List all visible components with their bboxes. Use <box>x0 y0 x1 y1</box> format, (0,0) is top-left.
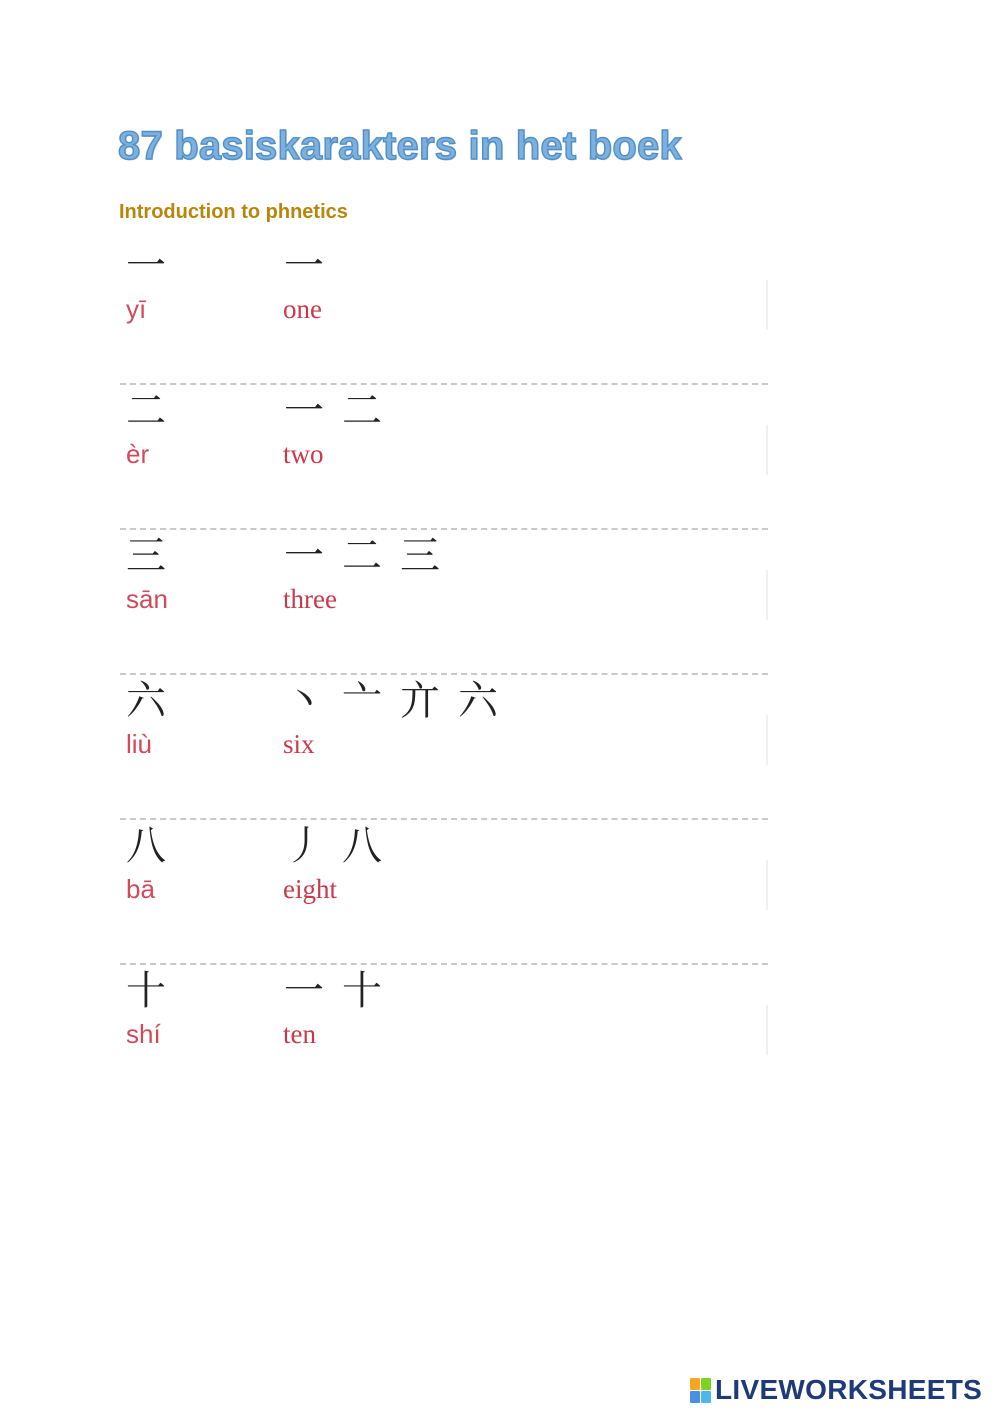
stroke-order <box>282 677 500 725</box>
stroke-step: 十 <box>342 968 382 1014</box>
stroke-step: 三 <box>400 533 440 579</box>
hanzi-character: 六 <box>126 678 166 724</box>
hanzi-character: 一 <box>126 243 166 289</box>
row-edge-divider <box>766 860 768 910</box>
row-edge-divider <box>766 1005 768 1055</box>
character-row <box>120 240 768 385</box>
hanzi-character: 八 <box>126 823 166 869</box>
logo-square <box>701 1391 711 1403</box>
pinyin-label: sān <box>126 584 168 614</box>
stroke-step: 丿 <box>284 823 324 869</box>
stroke-step: 一 <box>284 243 324 289</box>
pinyin-label: shí <box>126 1019 161 1049</box>
meaning-label: ten <box>283 1019 316 1049</box>
liveworksheets-logo <box>690 1374 982 1406</box>
stroke-step: 亠 <box>342 678 382 724</box>
character-row <box>120 530 768 675</box>
meaning-label: eight <box>283 874 337 904</box>
page-title: 87 basiskarakters in het boek <box>118 124 682 168</box>
pinyin-label: yī <box>126 294 147 324</box>
stroke-step: 二 <box>342 533 382 579</box>
stroke-order <box>282 242 326 290</box>
liveworksheets-logo-icon <box>690 1378 711 1403</box>
meaning-label: three <box>283 584 337 614</box>
logo-text: LIVEWORKSHEETS <box>715 1374 983 1405</box>
character-row <box>120 385 768 530</box>
hanzi-character: 三 <box>126 533 166 579</box>
hanzi-character: 二 <box>126 388 166 434</box>
character-table <box>120 240 768 1108</box>
page-subtitle: Introduction to phnetics <box>119 201 348 223</box>
stroke-order <box>282 822 384 870</box>
stroke-step: 二 <box>342 388 382 434</box>
meaning-label: two <box>283 439 324 469</box>
stroke-order <box>282 532 442 580</box>
stroke-step: 一 <box>284 533 324 579</box>
stroke-step: 一 <box>284 388 324 434</box>
logo-square <box>690 1378 700 1390</box>
stroke-order <box>282 387 384 435</box>
stroke-step: 八 <box>342 823 382 869</box>
row-edge-divider <box>766 280 768 330</box>
row-edge-divider <box>766 715 768 765</box>
row-edge-divider <box>766 570 768 620</box>
stroke-step: 一 <box>284 968 324 1014</box>
hanzi-character: 十 <box>126 968 166 1014</box>
stroke-step: 六 <box>458 678 498 724</box>
meaning-label: six <box>283 729 315 759</box>
logo-square <box>701 1378 711 1390</box>
logo-square <box>690 1391 700 1403</box>
stroke-step: 丶 <box>284 678 324 724</box>
pinyin-label: èr <box>126 439 150 469</box>
stroke-step: 亣 <box>400 678 440 724</box>
pinyin-label: bā <box>126 874 155 904</box>
character-row <box>120 965 768 1108</box>
meaning-label: one <box>283 294 322 324</box>
character-row <box>120 820 768 965</box>
row-edge-divider <box>766 425 768 475</box>
character-row <box>120 675 768 820</box>
pinyin-label: liù <box>126 729 153 759</box>
stroke-order <box>282 967 384 1015</box>
